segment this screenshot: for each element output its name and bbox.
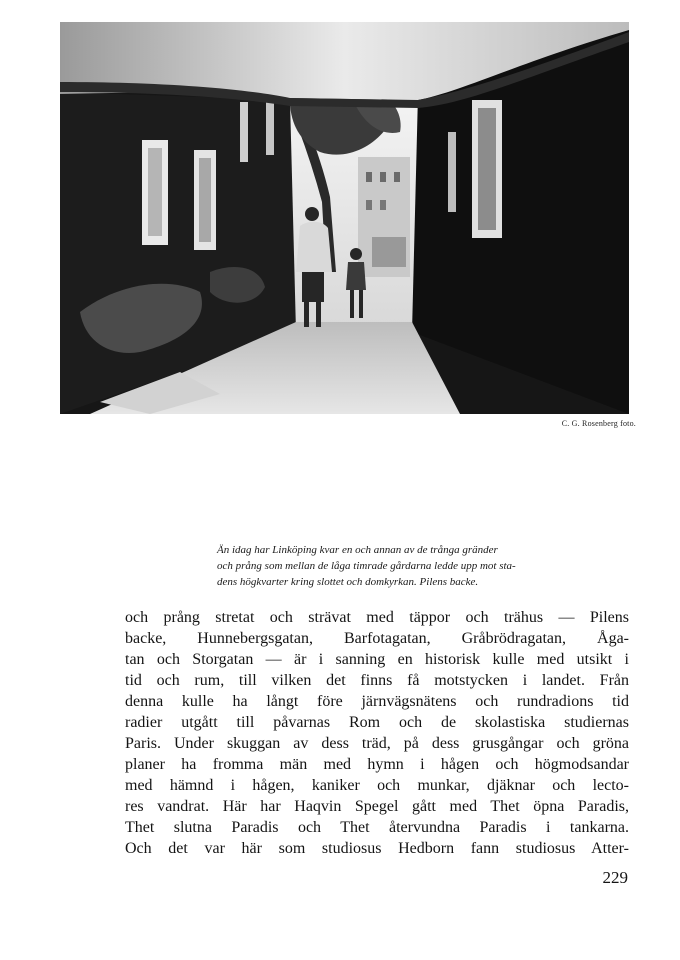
body-line: res vandrat. Här har Haqvin Spegel gått med Thet öpna Paradis, bbox=[125, 798, 629, 815]
caption-line: Än idag har Linköping kvar en och annan av de trånga gränder bbox=[217, 544, 498, 556]
photo-credit: C. G. Rosenberg foto. bbox=[561, 419, 636, 428]
body-line: Och det var här som studiosus Hedborn fann studiosus Atter- bbox=[125, 840, 629, 857]
alley-photo-drawing bbox=[60, 22, 629, 414]
body-line: Paris. Under skuggan av dess träd, på dess grusgångar och gröna bbox=[125, 735, 629, 752]
page-number: 229 bbox=[602, 868, 628, 887]
body-line: backe, Hunnebergsgatan, Barfotagatan, Gråbrödragatan, Åga- bbox=[125, 630, 629, 647]
body-line: planer ha fromma män med hymn i hågen och högmodsandar bbox=[125, 756, 629, 773]
body-line: tid och rum, till vilken det finns få motstycken i landet. Från bbox=[125, 672, 629, 689]
body-line: radier utgått till påvarnas Rom och de skolastiska studiernas bbox=[125, 714, 629, 731]
body-line: denna kulle ha långt före järnvägsnätens och rundradions tid bbox=[125, 693, 629, 710]
body-line: med hämnd i hågen, kaniker och munkar, djäknar och lecto- bbox=[125, 777, 629, 794]
caption-line: och prång som mellan de låga timrade gårdarna ledde upp mot sta- bbox=[217, 560, 516, 572]
body-line: Thet slutna Paradis och Thet återvundna Paradis i tankarna. bbox=[125, 819, 629, 836]
body-line: och prång stretat och strävat med täppor och trähus — Pilens bbox=[125, 609, 629, 626]
body-paragraph bbox=[125, 607, 629, 859]
caption-line: dens högkvarter kring slottet och domkyrkan. Pilens backe. bbox=[217, 576, 479, 588]
body-line: tan och Storgatan — är i sanning en historisk kulle med utsikt i bbox=[125, 651, 629, 668]
alley-photo bbox=[60, 22, 629, 414]
photo-caption bbox=[217, 542, 629, 590]
